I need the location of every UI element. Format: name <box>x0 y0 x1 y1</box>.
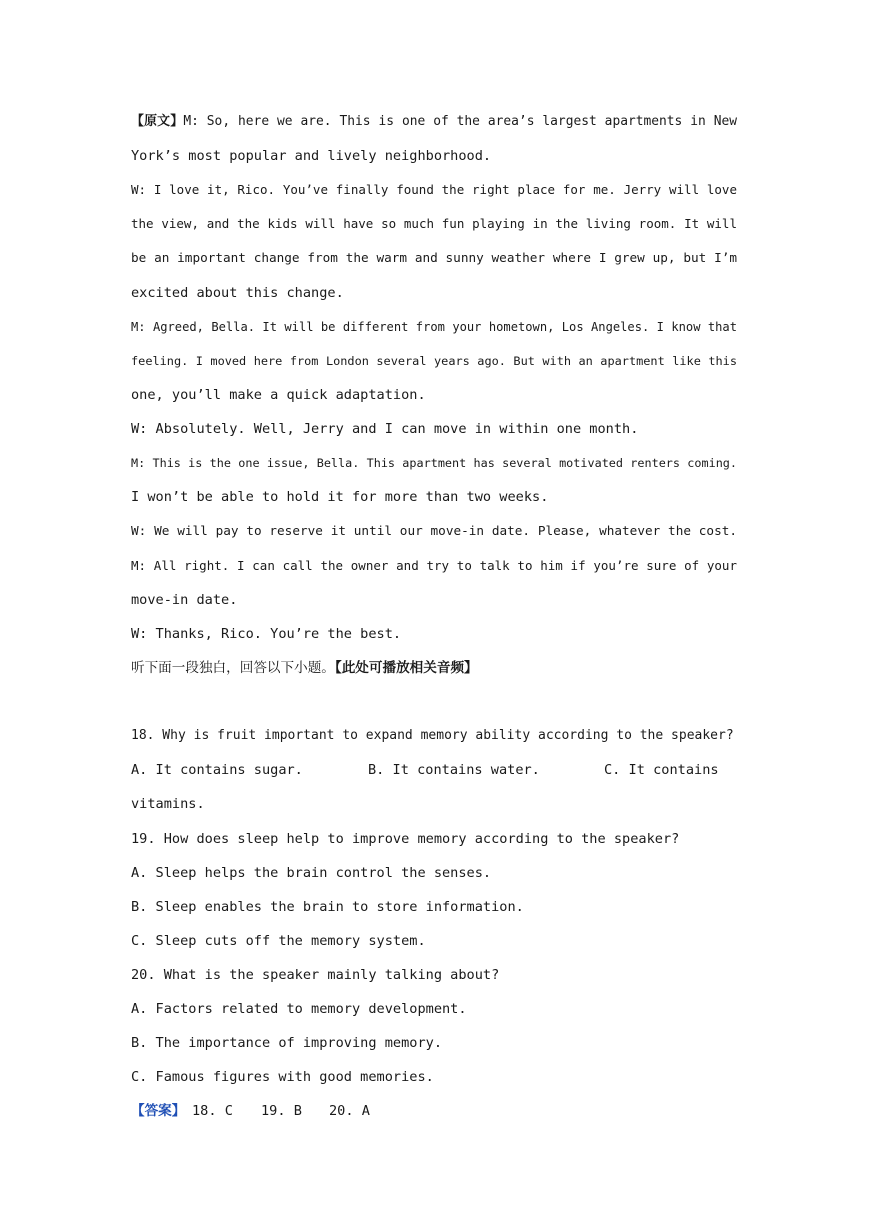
option-a: A. Sleep helps the brain control the senses. <box>131 865 492 881</box>
question-18: 18. Why is fruit important to expand memory ability according to the speaker? <box>131 728 734 743</box>
transcript-line: W: Absolutely. Well, Jerry and I can move in within one month. <box>131 421 639 437</box>
answer-line <box>131 1102 737 1120</box>
transcript-line: be an important change from the warm and sunny weather where I grew up, but I’m <box>131 250 737 265</box>
option-b: B. It contains water. <box>368 762 540 778</box>
instruction-text: 听下面一段独白，回答以下小题。 <box>131 660 335 676</box>
transcript-line: W: We will pay to reserve it until our move-in date. Please, whatever the cost. <box>131 523 737 538</box>
option-b: B. The importance of improving memory. <box>131 1035 442 1051</box>
transcript-line: the view, and the kids will have so much fun playing in the living room. It will <box>131 216 737 231</box>
transcript-tag: 【原文】 <box>131 114 184 129</box>
transcript-line: W: I love it, Rico. You’ve finally found the right place for me. Jerry will love <box>131 182 737 197</box>
answer-tag: 【答案】 <box>131 1103 186 1119</box>
transcript-line: feeling. I moved here from London several years ago. But with an apartment like this <box>131 354 737 368</box>
option-c: C. It contains <box>604 762 719 778</box>
option-a: A. It contains sugar. <box>131 762 303 778</box>
transcript-line <box>131 113 737 131</box>
listening-instruction <box>131 659 737 677</box>
transcript-text: M: So, here we are. This is one of the area’s largest apartments in New <box>183 114 737 129</box>
option-c: C. Famous figures with good memories. <box>131 1069 434 1085</box>
question-19: 19. How does sleep help to improve memory according to the speaker? <box>131 831 680 847</box>
question-20: 20. What is the speaker mainly talking about? <box>131 967 500 983</box>
answer-20: 20. A <box>329 1103 370 1119</box>
option-c-continued: vitamins. <box>131 796 205 812</box>
transcript-line: move-in date. <box>131 592 238 608</box>
answer-18: 18. C <box>192 1103 233 1119</box>
transcript-line: M: All right. I can call the owner and try to talk to him if you’re sure of your <box>131 558 737 573</box>
transcript-line: M: Agreed, Bella. It will be different from your hometown, Los Angeles. I know that <box>131 320 737 334</box>
option-a: A. Factors related to memory development. <box>131 1001 467 1017</box>
option-b: B. Sleep enables the brain to store information. <box>131 899 524 915</box>
option-c: C. Sleep cuts off the memory system. <box>131 933 426 949</box>
transcript-line: M: This is the one issue, Bella. This apartment has several motivated renters coming. <box>131 456 737 470</box>
transcript-line: York’s most popular and lively neighborhood. <box>131 148 492 164</box>
transcript-line: one, you’ll make a quick adaptation. <box>131 387 426 403</box>
transcript-line: excited about this change. <box>131 285 344 301</box>
transcript-line: I won’t be able to hold it for more than two weeks. <box>131 489 549 505</box>
answer-19: 19. B <box>261 1103 302 1119</box>
audio-tag: 【此处可播放相关音频】 <box>334 660 478 676</box>
transcript-line: W: Thanks, Rico. You’re the best. <box>131 626 402 642</box>
